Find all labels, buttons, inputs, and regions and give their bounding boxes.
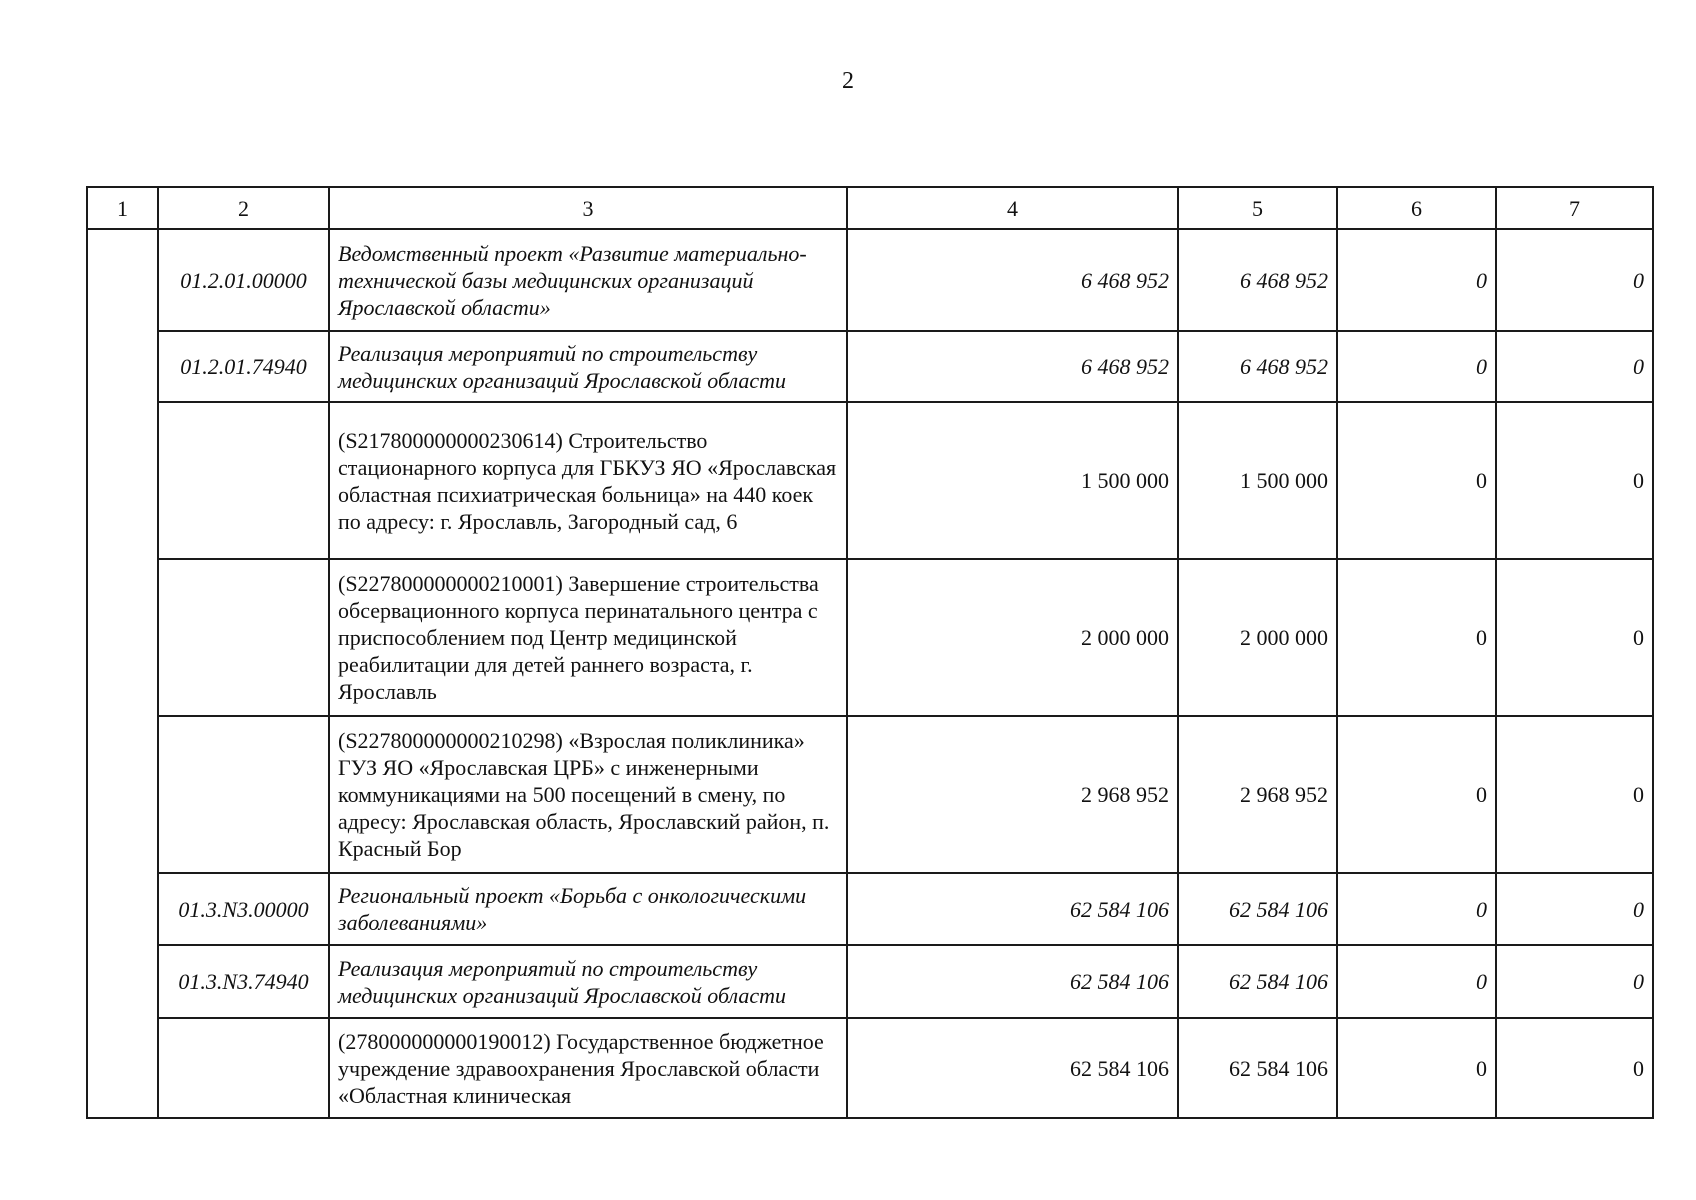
col-6-cell: 0 [1337, 1018, 1496, 1118]
code-cell: 01.2.01.00000 [158, 229, 329, 331]
header-col-5: 5 [1178, 187, 1337, 229]
table-row [87, 559, 1653, 716]
col-6-cell: 0 [1337, 402, 1496, 559]
col-7-cell: 0 [1496, 559, 1653, 716]
col-6-cell: 0 [1337, 716, 1496, 873]
code-cell: 01.3.N3.00000 [158, 873, 329, 945]
col-6-cell: 0 [1337, 331, 1496, 402]
col-4-cell: 6 468 952 [847, 331, 1178, 402]
table-row [87, 945, 1653, 1018]
name-cell: (278000000000190012) Государственное бюджетное учреждение здравоохранения Ярославской области «Областная клиническая [329, 1018, 847, 1118]
name-cell: (S217800000000230614) Строительство стационарного корпуса для ГБКУЗ ЯО «Ярославская областная психиатрическая больница» на 440 коек по адресу: г. Ярославль, Загородный сад, 6 [329, 402, 847, 559]
col-6-cell: 0 [1337, 945, 1496, 1018]
header-col-4: 4 [847, 187, 1178, 229]
table-row [87, 873, 1653, 945]
merged-col-1-cell [87, 229, 158, 1118]
header-row [87, 187, 1653, 229]
table-row [87, 1018, 1653, 1118]
header-col-3: 3 [329, 187, 847, 229]
col-5-cell: 1 500 000 [1178, 402, 1337, 559]
col-6-cell: 0 [1337, 873, 1496, 945]
col-4-cell: 62 584 106 [847, 873, 1178, 945]
col-4-cell: 1 500 000 [847, 402, 1178, 559]
code-cell [158, 402, 329, 559]
col-6-cell: 0 [1337, 559, 1496, 716]
col-5-cell: 6 468 952 [1178, 331, 1337, 402]
col-4-cell: 62 584 106 [847, 1018, 1178, 1118]
code-cell [158, 1018, 329, 1118]
table-row [87, 402, 1653, 559]
name-cell: (S227800000000210001) Завершение строительства обсервационного корпуса перинатального центра с приспособлением под Центр медицинской реабилитации для детей раннего возраста, г. Ярославль [329, 559, 847, 716]
col-7-cell: 0 [1496, 873, 1653, 945]
col-7-cell: 0 [1496, 402, 1653, 559]
col-5-cell: 62 584 106 [1178, 945, 1337, 1018]
table-row [87, 331, 1653, 402]
col-7-cell: 0 [1496, 716, 1653, 873]
table-row [87, 716, 1653, 873]
name-cell: Реализация мероприятий по строительству медицинских организаций Ярославской области [329, 331, 847, 402]
code-cell [158, 716, 329, 873]
code-cell [158, 559, 329, 716]
header-col-2: 2 [158, 187, 329, 229]
col-5-cell: 2 000 000 [1178, 559, 1337, 716]
header-col-6: 6 [1337, 187, 1496, 229]
page-number: 2 [842, 68, 854, 94]
col-5-cell: 62 584 106 [1178, 873, 1337, 945]
col-7-cell: 0 [1496, 331, 1653, 402]
table-row [87, 229, 1653, 331]
col-6-cell: 0 [1337, 229, 1496, 331]
name-cell: Реализация мероприятий по строительству медицинских организаций Ярославской области [329, 945, 847, 1018]
code-cell: 01.2.01.74940 [158, 331, 329, 402]
name-cell: Региональный проект «Борьба с онкологическими заболеваниями» [329, 873, 847, 945]
header-col-1: 1 [87, 187, 158, 229]
col-4-cell: 62 584 106 [847, 945, 1178, 1018]
col-5-cell: 6 468 952 [1178, 229, 1337, 331]
code-cell: 01.3.N3.74940 [158, 945, 329, 1018]
name-cell: Ведомственный проект «Развитие материально-технической базы медицинских организаций Ярославской области» [329, 229, 847, 331]
col-7-cell: 0 [1496, 1018, 1653, 1118]
budget-table [86, 186, 1654, 1119]
col-7-cell: 0 [1496, 229, 1653, 331]
col-4-cell: 2 000 000 [847, 559, 1178, 716]
col-4-cell: 6 468 952 [847, 229, 1178, 331]
col-4-cell: 2 968 952 [847, 716, 1178, 873]
header-col-7: 7 [1496, 187, 1653, 229]
name-cell: (S227800000000210298) «Взрослая поликлиника» ГУЗ ЯО «Ярославская ЦРБ» с инженерными коммуникациями на 500 посещений в смену, по адресу: Ярославская область, Ярославский район, п. Красный Бор [329, 716, 847, 873]
col-7-cell: 0 [1496, 945, 1653, 1018]
col-5-cell: 62 584 106 [1178, 1018, 1337, 1118]
col-5-cell: 2 968 952 [1178, 716, 1337, 873]
